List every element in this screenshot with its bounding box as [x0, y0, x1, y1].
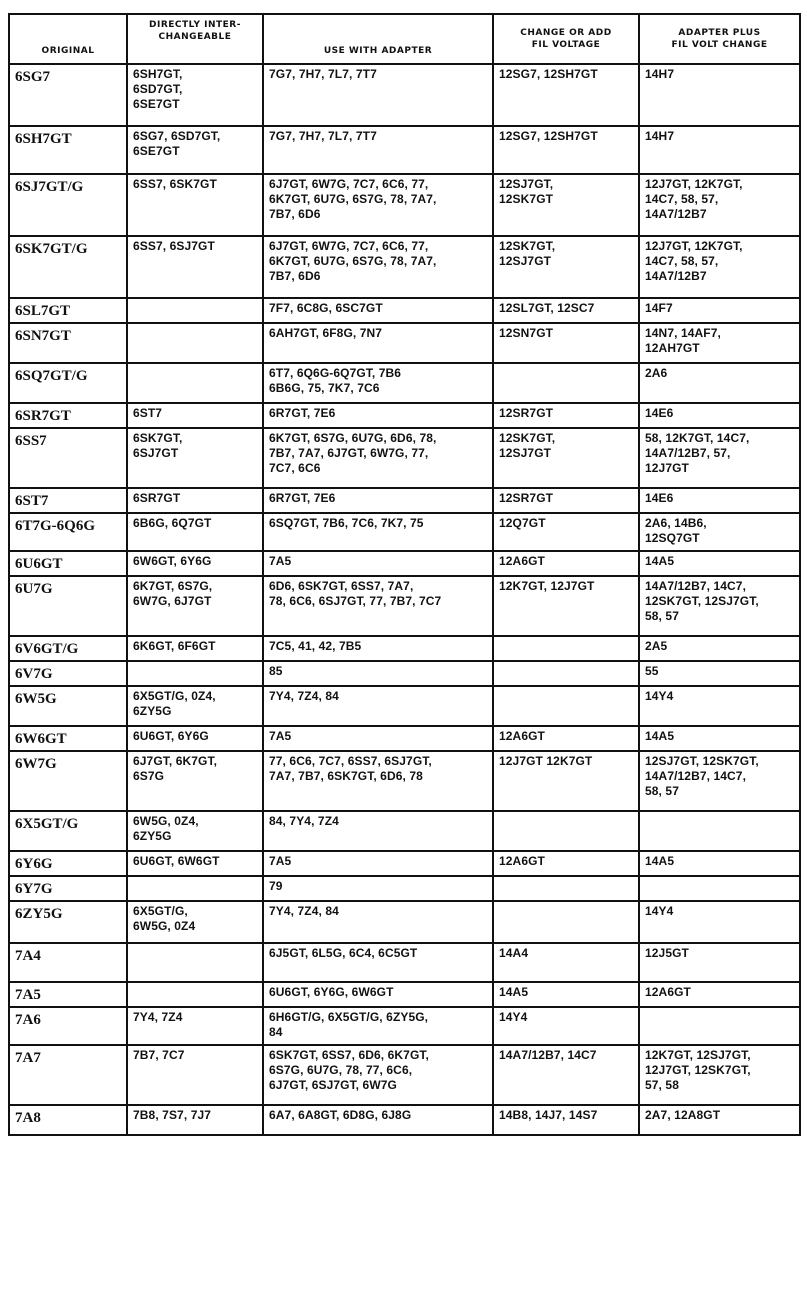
- directly-interchangeable-cell: [127, 943, 263, 982]
- adapter-fil-change-cell: 55: [639, 661, 800, 686]
- table-row: [9, 576, 800, 636]
- use-with-adapter-cell: 6U6GT, 6Y6G, 6W6GT: [263, 982, 493, 1007]
- fil-voltage-cell: 12A6GT: [493, 726, 639, 751]
- directly-interchangeable-cell: 6K7GT, 6S7G, 6W7G, 6J7GT: [127, 576, 263, 636]
- directly-interchangeable-cell: [127, 982, 263, 1007]
- table-row: [9, 982, 800, 1007]
- use-with-adapter-cell: 7Y4, 7Z4, 84: [263, 901, 493, 943]
- use-with-adapter-cell: 6SQ7GT, 7B6, 7C6, 7K7, 75: [263, 513, 493, 551]
- original-cell: 6ST7: [9, 488, 127, 513]
- table-row: [9, 901, 800, 943]
- use-with-adapter-cell: 7G7, 7H7, 7L7, 7T7: [263, 126, 493, 174]
- fil-voltage-cell: 12SR7GT: [493, 403, 639, 428]
- use-with-adapter-cell: 7G7, 7H7, 7L7, 7T7: [263, 64, 493, 126]
- use-with-adapter-cell: 77, 6C6, 7C7, 6SS7, 6SJ7GT, 7A7, 7B7, 6SK7GT, 6D6, 78: [263, 751, 493, 811]
- table-row: [9, 428, 800, 488]
- use-with-adapter-cell: 7C5, 41, 42, 7B5: [263, 636, 493, 661]
- adapter-fil-change-cell: [639, 811, 800, 851]
- directly-interchangeable-cell: [127, 661, 263, 686]
- use-with-adapter-cell: 6R7GT, 7E6: [263, 488, 493, 513]
- use-with-adapter-cell: 6H6GT/G, 6X5GT/G, 6ZY5G, 84: [263, 1007, 493, 1045]
- use-with-adapter-cell: 6SK7GT, 6SS7, 6D6, 6K7GT, 6S7G, 6U7G, 78, 77, 6C6, 6J7GT, 6SJ7GT, 6W7G: [263, 1045, 493, 1105]
- original-cell: 6U7G: [9, 576, 127, 636]
- header-directly-interchangeable: DIRECTLY INTER- CHANGEABLE: [127, 14, 263, 64]
- original-cell: 6ZY5G: [9, 901, 127, 943]
- adapter-fil-change-cell: 14A5: [639, 551, 800, 576]
- directly-interchangeable-cell: 6SH7GT, 6SD7GT, 6SE7GT: [127, 64, 263, 126]
- adapter-fil-change-cell: 14E6: [639, 488, 800, 513]
- table-row: [9, 513, 800, 551]
- fil-voltage-cell: [493, 686, 639, 726]
- original-cell: 6Y6G: [9, 851, 127, 876]
- adapter-fil-change-cell: 12SJ7GT, 12SK7GT, 14A7/12B7, 14C7, 58, 57: [639, 751, 800, 811]
- original-cell: 6W5G: [9, 686, 127, 726]
- original-cell: 6SK7GT/G: [9, 236, 127, 298]
- directly-interchangeable-cell: 6ST7: [127, 403, 263, 428]
- adapter-fil-change-cell: 14Y4: [639, 901, 800, 943]
- use-with-adapter-cell: 7A5: [263, 726, 493, 751]
- original-cell: 6SS7: [9, 428, 127, 488]
- table-row: [9, 661, 800, 686]
- directly-interchangeable-cell: 6U6GT, 6W6GT: [127, 851, 263, 876]
- tube-substitution-table: [8, 13, 801, 1136]
- table-row: [9, 876, 800, 901]
- directly-interchangeable-cell: 6SR7GT: [127, 488, 263, 513]
- original-cell: 7A5: [9, 982, 127, 1007]
- directly-interchangeable-cell: [127, 323, 263, 363]
- directly-interchangeable-cell: 6X5GT/G, 6W5G, 0Z4: [127, 901, 263, 943]
- original-cell: 6SG7: [9, 64, 127, 126]
- use-with-adapter-cell: 85: [263, 661, 493, 686]
- table-row: [9, 943, 800, 982]
- fil-voltage-cell: [493, 901, 639, 943]
- fil-voltage-cell: 12Q7GT: [493, 513, 639, 551]
- directly-interchangeable-cell: 6K6GT, 6F6GT: [127, 636, 263, 661]
- table-row: [9, 686, 800, 726]
- original-cell: 7A7: [9, 1045, 127, 1105]
- original-cell: 7A8: [9, 1105, 127, 1135]
- table-row: [9, 811, 800, 851]
- original-cell: 6SJ7GT/G: [9, 174, 127, 236]
- use-with-adapter-cell: 7A5: [263, 851, 493, 876]
- directly-interchangeable-cell: [127, 363, 263, 403]
- fil-voltage-cell: [493, 363, 639, 403]
- directly-interchangeable-cell: 6W5G, 0Z4, 6ZY5G: [127, 811, 263, 851]
- adapter-fil-change-cell: [639, 876, 800, 901]
- tube-substitution-table-sheet: [8, 13, 799, 1278]
- fil-voltage-cell: 12SK7GT, 12SJ7GT: [493, 236, 639, 298]
- fil-voltage-cell: [493, 811, 639, 851]
- directly-interchangeable-cell: 6U6GT, 6Y6G: [127, 726, 263, 751]
- fil-voltage-cell: 12SK7GT, 12SJ7GT: [493, 428, 639, 488]
- use-with-adapter-cell: 6T7, 6Q6G-6Q7GT, 7B6 6B6G, 75, 7K7, 7C6: [263, 363, 493, 403]
- fil-voltage-cell: 12K7GT, 12J7GT: [493, 576, 639, 636]
- use-with-adapter-cell: 6J7GT, 6W7G, 7C7, 6C6, 77, 6K7GT, 6U7G, 6S7G, 78, 7A7, 7B7, 6D6: [263, 236, 493, 298]
- adapter-fil-change-cell: 14A5: [639, 851, 800, 876]
- fil-voltage-cell: 12A6GT: [493, 851, 639, 876]
- adapter-fil-change-cell: 14A7/12B7, 14C7, 12SK7GT, 12SJ7GT, 58, 57: [639, 576, 800, 636]
- directly-interchangeable-cell: 6J7GT, 6K7GT, 6S7G: [127, 751, 263, 811]
- directly-interchangeable-cell: 6X5GT/G, 0Z4, 6ZY5G: [127, 686, 263, 726]
- adapter-fil-change-cell: 58, 12K7GT, 14C7, 14A7/12B7, 57, 12J7GT: [639, 428, 800, 488]
- table-row: [9, 174, 800, 236]
- table-row: [9, 403, 800, 428]
- original-cell: 6SN7GT: [9, 323, 127, 363]
- fil-voltage-cell: 12SG7, 12SH7GT: [493, 126, 639, 174]
- original-cell: 6W6GT: [9, 726, 127, 751]
- directly-interchangeable-cell: 6SS7, 6SJ7GT: [127, 236, 263, 298]
- adapter-fil-change-cell: 2A5: [639, 636, 800, 661]
- use-with-adapter-cell: 7Y4, 7Z4, 84: [263, 686, 493, 726]
- table-row: [9, 298, 800, 323]
- header-original: ORIGINAL: [9, 14, 127, 64]
- directly-interchangeable-cell: 7B8, 7S7, 7J7: [127, 1105, 263, 1135]
- directly-interchangeable-cell: [127, 876, 263, 901]
- adapter-fil-change-cell: [639, 1007, 800, 1045]
- fil-voltage-cell: 14A5: [493, 982, 639, 1007]
- original-cell: 6V6GT/G: [9, 636, 127, 661]
- adapter-fil-change-cell: 12K7GT, 12SJ7GT, 12J7GT, 12SK7GT, 57, 58: [639, 1045, 800, 1105]
- adapter-fil-change-cell: 12J7GT, 12K7GT, 14C7, 58, 57, 14A7/12B7: [639, 174, 800, 236]
- adapter-fil-change-cell: 14H7: [639, 126, 800, 174]
- table-row: [9, 488, 800, 513]
- adapter-fil-change-cell: 2A6, 14B6, 12SQ7GT: [639, 513, 800, 551]
- use-with-adapter-cell: 84, 7Y4, 7Z4: [263, 811, 493, 851]
- table-row: [9, 1045, 800, 1105]
- use-with-adapter-cell: 7A5: [263, 551, 493, 576]
- original-cell: 6V7G: [9, 661, 127, 686]
- fil-voltage-cell: 14Y4: [493, 1007, 639, 1045]
- adapter-fil-change-cell: 14Y4: [639, 686, 800, 726]
- original-cell: 6SQ7GT/G: [9, 363, 127, 403]
- directly-interchangeable-cell: 6SK7GT, 6SJ7GT: [127, 428, 263, 488]
- directly-interchangeable-cell: [127, 298, 263, 323]
- table-row: [9, 1007, 800, 1045]
- fil-voltage-cell: [493, 876, 639, 901]
- original-cell: 6SR7GT: [9, 403, 127, 428]
- table-row: [9, 551, 800, 576]
- original-cell: 7A6: [9, 1007, 127, 1045]
- table-row: [9, 636, 800, 661]
- original-cell: 6W7G: [9, 751, 127, 811]
- directly-interchangeable-cell: 6SS7, 6SK7GT: [127, 174, 263, 236]
- header-change-fil-voltage: CHANGE OR ADD FIL VOLTAGE: [493, 14, 639, 64]
- adapter-fil-change-cell: 2A7, 12A8GT: [639, 1105, 800, 1135]
- adapter-fil-change-cell: 2A6: [639, 363, 800, 403]
- table-body: [9, 64, 800, 1135]
- fil-voltage-cell: 12SN7GT: [493, 323, 639, 363]
- adapter-fil-change-cell: 14F7: [639, 298, 800, 323]
- fil-voltage-cell: 12SG7, 12SH7GT: [493, 64, 639, 126]
- use-with-adapter-cell: 6A7, 6A8GT, 6D8G, 6J8G: [263, 1105, 493, 1135]
- fil-voltage-cell: 12SR7GT: [493, 488, 639, 513]
- directly-interchangeable-cell: 6B6G, 6Q7GT: [127, 513, 263, 551]
- adapter-fil-change-cell: 12J5GT: [639, 943, 800, 982]
- use-with-adapter-cell: 6J5GT, 6L5G, 6C4, 6C5GT: [263, 943, 493, 982]
- table-row: [9, 323, 800, 363]
- fil-voltage-cell: 12A6GT: [493, 551, 639, 576]
- table-row: [9, 126, 800, 174]
- adapter-fil-change-cell: 12A6GT: [639, 982, 800, 1007]
- header-row: [9, 14, 800, 64]
- directly-interchangeable-cell: 6W6GT, 6Y6G: [127, 551, 263, 576]
- original-cell: 6T7G-6Q6G: [9, 513, 127, 551]
- table-row: [9, 236, 800, 298]
- fil-voltage-cell: 14A7/12B7, 14C7: [493, 1045, 639, 1105]
- use-with-adapter-cell: 6K7GT, 6S7G, 6U7G, 6D6, 78, 7B7, 7A7, 6J7GT, 6W7G, 77, 7C7, 6C6: [263, 428, 493, 488]
- adapter-fil-change-cell: 12J7GT, 12K7GT, 14C7, 58, 57, 14A7/12B7: [639, 236, 800, 298]
- fil-voltage-cell: 14A4: [493, 943, 639, 982]
- use-with-adapter-cell: 7F7, 6C8G, 6SC7GT: [263, 298, 493, 323]
- fil-voltage-cell: 12SJ7GT, 12SK7GT: [493, 174, 639, 236]
- table-row: [9, 851, 800, 876]
- original-cell: 6X5GT/G: [9, 811, 127, 851]
- directly-interchangeable-cell: 6SG7, 6SD7GT, 6SE7GT: [127, 126, 263, 174]
- use-with-adapter-cell: 79: [263, 876, 493, 901]
- adapter-fil-change-cell: 14A5: [639, 726, 800, 751]
- adapter-fil-change-cell: 14N7, 14AF7, 12AH7GT: [639, 323, 800, 363]
- use-with-adapter-cell: 6AH7GT, 6F8G, 7N7: [263, 323, 493, 363]
- use-with-adapter-cell: 6D6, 6SK7GT, 6SS7, 7A7, 78, 6C6, 6SJ7GT, 77, 7B7, 7C7: [263, 576, 493, 636]
- use-with-adapter-cell: 6R7GT, 7E6: [263, 403, 493, 428]
- header-use-with-adapter: USE WITH ADAPTER: [263, 14, 493, 64]
- fil-voltage-cell: 12J7GT 12K7GT: [493, 751, 639, 811]
- original-cell: 6SH7GT: [9, 126, 127, 174]
- table-row: [9, 64, 800, 126]
- use-with-adapter-cell: 6J7GT, 6W7G, 7C7, 6C6, 77, 6K7GT, 6U7G, 6S7G, 78, 7A7, 7B7, 6D6: [263, 174, 493, 236]
- table-row: [9, 751, 800, 811]
- table-row: [9, 363, 800, 403]
- table-row: [9, 726, 800, 751]
- original-cell: 6Y7G: [9, 876, 127, 901]
- fil-voltage-cell: [493, 661, 639, 686]
- adapter-fil-change-cell: 14E6: [639, 403, 800, 428]
- original-cell: 7A4: [9, 943, 127, 982]
- table-row: [9, 1105, 800, 1135]
- fil-voltage-cell: [493, 636, 639, 661]
- original-cell: 6U6GT: [9, 551, 127, 576]
- fil-voltage-cell: 12SL7GT, 12SC7: [493, 298, 639, 323]
- fil-voltage-cell: 14B8, 14J7, 14S7: [493, 1105, 639, 1135]
- adapter-fil-change-cell: 14H7: [639, 64, 800, 126]
- original-cell: 6SL7GT: [9, 298, 127, 323]
- directly-interchangeable-cell: 7Y4, 7Z4: [127, 1007, 263, 1045]
- header-adapter-plus-fil-change: ADAPTER PLUS FIL VOLT CHANGE: [639, 14, 800, 64]
- directly-interchangeable-cell: 7B7, 7C7: [127, 1045, 263, 1105]
